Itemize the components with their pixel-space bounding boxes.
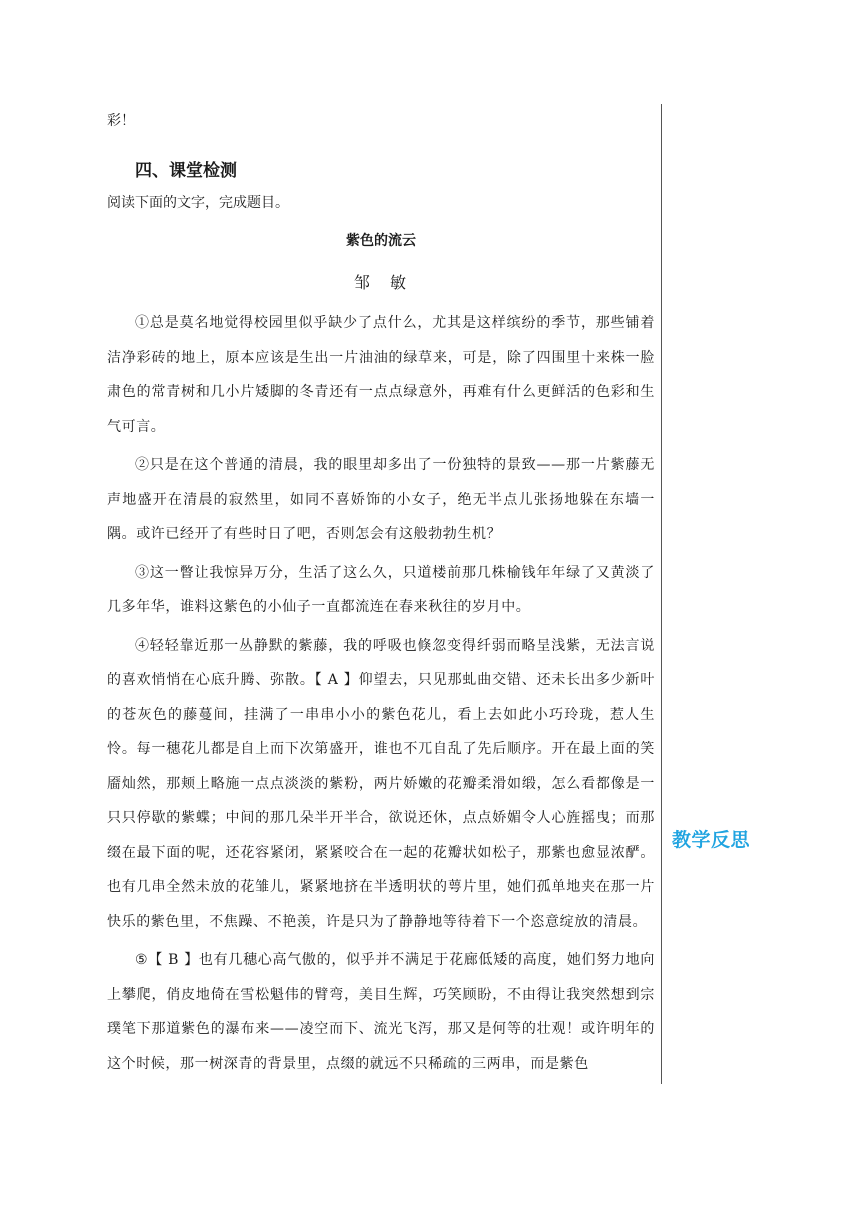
teaching-reflection-label: 教学反思 xyxy=(672,829,751,851)
reading-instruction: 阅读下面的文字，完成题目。 xyxy=(107,195,289,211)
previous-text-fragment: 彩！ xyxy=(107,113,135,129)
article-paragraph-1: ①总是莫名地觉得校园里似乎缺少了点什么，尤其是这样缤纷的季节，那些铺着洁净彩砖的地上，原本应该是生出一片油油的绿草来，可是，除了四围里十来株一脸肃色的常青树和几小片矮脚的冬青还有一点点绿意外，再难有什么更鲜活的色彩和生气可言。 xyxy=(107,315,655,435)
column-divider xyxy=(661,104,662,1084)
section-heading: 四、课堂检测 xyxy=(135,161,237,181)
article-paragraph-3: ③这一瞥让我惊异万分，生活了这么久，只道楼前那几株榆钱年年绿了又黄淡了几多年华，谁料这紫色的小仙子一直都流连在春来秋往的岁月中。 xyxy=(107,564,655,615)
article-paragraph-2: ②只是在这个普通的清晨，我的眼里却多出了一份独特的景致——那一片紫藤无声地盛开在清晨的寂然里，如同不喜娇饰的小女子，绝无半点儿张扬地躲在东墙一隅。或许已经开了有些时日了吧，否则怎会有这般勃勃生机？ xyxy=(107,457,655,542)
article-title: 紫色的流云 xyxy=(346,233,416,249)
article-paragraph-4: ④轻轻靠近那一丛静默的紫藤，我的呼吸也倏忽变得纤弱而略呈浅紫，无法言说的喜欢悄悄在心底升腾、弥散。【 A 】仰望去，只见那虬曲交错、还未长出多少新叶的苍灰色的藤蔓间，挂满了一串串小小的紫色花儿，看上去如此小巧玲珑，惹人生怜。每一穗花儿都是自上而下次第盛开，谁也不兀自乱了先后顺序。开在最上面的笑靥灿然，那颊上略施一点点淡淡的紫粉，两片娇嫩的花瓣柔滑如缎，怎么看都像是一只只停歇的紫蝶；中间的那几朵半开半合，欲说还休，点点娇媚令人心旌摇曳；而那缀在最下面的呢，还花容紧闭，紧紧咬合在一起的花瓣状如松子，那紫也愈显浓酽。也有几串全然未放的花雏儿，紧紧地挤在半透明状的萼片里，她们孤单地夹在那一片快乐的紫色里，不焦躁、不艳羡，许是只为了静静地等待着下一个恣意绽放的清晨。 xyxy=(107,637,655,930)
article-paragraph-5: ⑤【 B 】也有几穗心高气傲的，似乎并不满足于花廊低矮的高度，她们努力地向上攀爬，俏皮地倚在雪松魁伟的臂弯，美目生辉，巧笑顾盼，不由得让我突然想到宗璞笔下那道紫色的瀑布来——凌空而下、流光飞泻，那又是何等的壮观！或许明年的这个时候，那一树深青的背景里，点缀的就远不只稀疏的三两串，而是紫色 xyxy=(107,952,655,1072)
article-author: 邹 敏 xyxy=(353,273,408,292)
document-main-column xyxy=(107,104,655,1081)
